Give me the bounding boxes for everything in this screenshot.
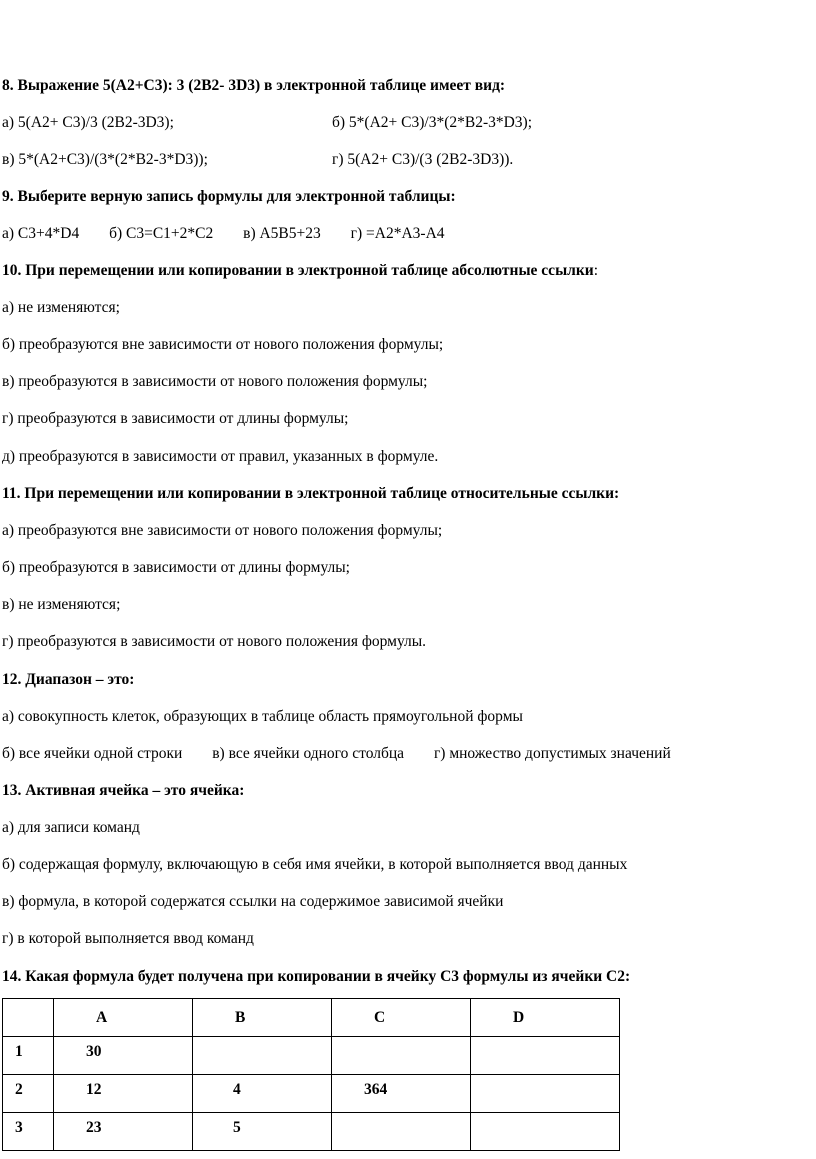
- column-header-b: B: [193, 999, 332, 1037]
- cell-d1: [471, 1037, 620, 1075]
- question-10-title-colon: :: [593, 262, 599, 279]
- question-9-option-b: б) C3=C1+2*C2: [109, 225, 214, 242]
- question-11-title: 11. При перемещении или копировании в электронной таблице относительные ссылки:: [2, 485, 620, 502]
- cell-c1: [332, 1037, 471, 1075]
- question-9-title: 9. Выберите верную запись формулы для электронной таблицы:: [2, 188, 456, 205]
- question-8-option-c: в) 5*(А2+С3)/(3*(2*В2-3*D3));: [2, 151, 208, 168]
- table-corner-cell: [3, 999, 54, 1037]
- column-header-d: D: [471, 999, 620, 1037]
- question-10-title: 10. При перемещении или копировании в электронной таблице абсолютные ссылки: [2, 262, 594, 279]
- row-header-3: 3: [3, 1113, 54, 1151]
- question-12-option-b: б) все ячейки одной строки: [2, 745, 183, 762]
- question-9-option-a: а) C3+4*D4: [2, 225, 80, 242]
- question-8-options-row-2: [2, 151, 802, 169]
- question-8-option-a: а) 5(А2+ С3)/3 (2В2-3D3);: [2, 114, 174, 131]
- table-row: [3, 1113, 620, 1151]
- cell-b3: 5: [193, 1113, 332, 1151]
- row-header-2: 2: [3, 1075, 54, 1113]
- spreadsheet-table: [2, 998, 620, 1151]
- question-11-option-b: б) преобразуются в зависимости от длины формулы;: [2, 559, 350, 576]
- cell-c2: 364: [332, 1075, 471, 1113]
- question-10-option-c: в) преобразуются в зависимости от нового положения формулы;: [2, 373, 428, 390]
- question-8-options-row-1: [2, 114, 802, 132]
- question-11-option-c: в) не изменяются;: [2, 596, 121, 613]
- row-header-1: 1: [3, 1037, 54, 1075]
- column-header-a: A: [54, 999, 193, 1037]
- question-13-option-a: а) для записи команд: [2, 819, 140, 836]
- question-12-title: 12. Диапазон – это:: [2, 671, 135, 688]
- cell-a2: 12: [54, 1075, 193, 1113]
- question-13-option-b: б) содержащая формулу, включающую в себя имя ячейки, в которой выполняется ввод данных: [2, 856, 628, 873]
- question-12-option-d: г) множество допустимых значений: [433, 745, 671, 762]
- cell-d3: [471, 1113, 620, 1151]
- question-9-option-c: в) A5B5+23: [243, 225, 321, 242]
- question-9-options: [2, 225, 445, 243]
- cell-b1: [193, 1037, 332, 1075]
- cell-a3: 23: [54, 1113, 193, 1151]
- cell-b2: 4: [193, 1075, 332, 1113]
- cell-a1: 30: [54, 1037, 193, 1075]
- question-10-option-e: д) преобразуются в зависимости от правил, указанных в формуле.: [2, 448, 439, 465]
- question-10-title-line: [2, 262, 598, 280]
- question-8-option-d: г) 5(А2+ С3)/(3 (2В2-3D3)).: [332, 151, 514, 168]
- question-8-option-b: б) 5*(А2+ С3)/3*(2*В2-3*D3);: [332, 114, 533, 131]
- question-10-option-b: б) преобразуются вне зависимости от нового положения формулы;: [2, 336, 444, 353]
- question-10-option-a: а) не изменяются;: [2, 299, 120, 316]
- question-12-option-c: в) все ячейки одного столбца: [212, 745, 405, 762]
- question-10-option-d: г) преобразуются в зависимости от длины формулы;: [2, 410, 349, 427]
- table-header-row: [3, 999, 620, 1037]
- cell-d2: [471, 1075, 620, 1113]
- question-11-option-d: г) преобразуются в зависимости от нового положения формулы.: [2, 633, 427, 650]
- question-9-option-d: г) =A2*A3-A4: [350, 225, 445, 242]
- question-14-title: 14. Какая формула будет получена при копировании в ячейку С3 формулы из ячейки С2:: [2, 968, 631, 985]
- table-row: [3, 1037, 620, 1075]
- question-12-options-row: [2, 745, 671, 763]
- question-13-option-c: в) формула, в которой содержатся ссылки на содержимое зависимой ячейки: [2, 893, 504, 910]
- question-13-title: 13. Активная ячейка – это ячейка:: [2, 782, 245, 799]
- column-header-c: C: [332, 999, 471, 1037]
- cell-c3: [332, 1113, 471, 1151]
- question-8-title: 8. Выражение 5(А2+С3): 3 (2В2- 3D3) в электронной таблице имеет вид:: [2, 77, 506, 94]
- question-11-option-a: а) преобразуются вне зависимости от нового положения формулы;: [2, 522, 443, 539]
- question-12-option-a: а) совокупность клеток, образующих в таблице область прямоугольной формы: [2, 708, 523, 725]
- question-13-option-d: г) в которой выполняется ввод команд: [2, 930, 254, 947]
- table-row: [3, 1075, 620, 1113]
